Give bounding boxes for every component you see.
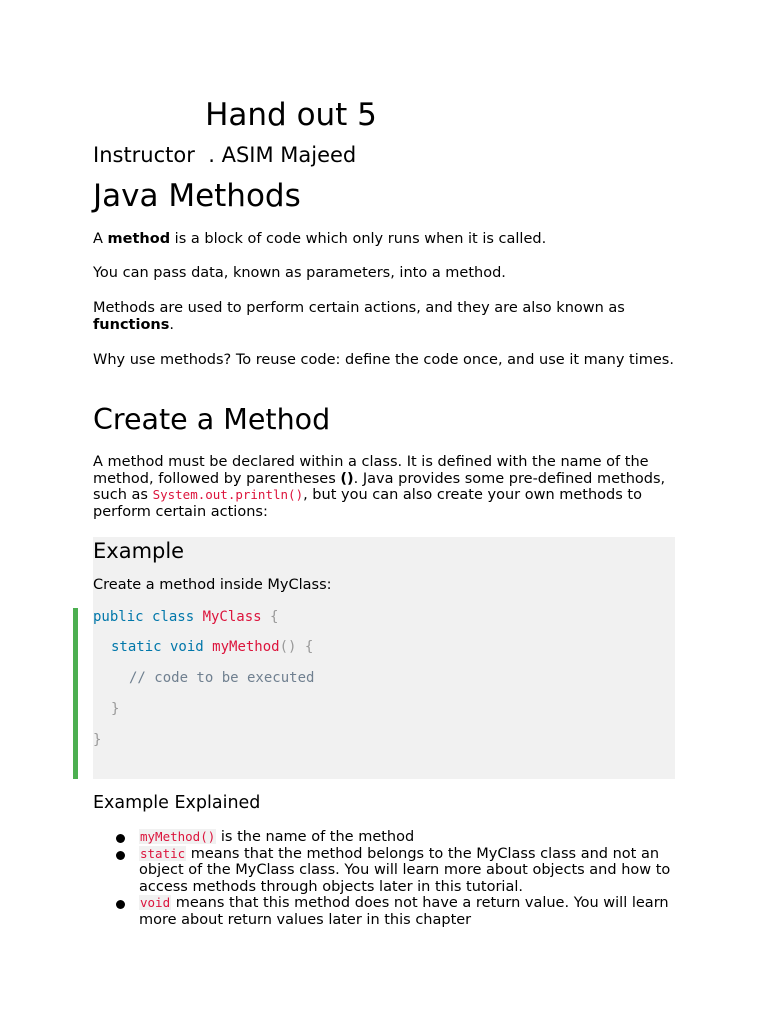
example-intro: Create a method inside MyClass:	[93, 577, 332, 593]
code-line-1	[93, 608, 278, 626]
text: . Java provides some pre-defined methods, such as	[93, 470, 666, 503]
text: is a block of code which only runs when it is called.	[170, 231, 547, 247]
list-item	[93, 846, 675, 896]
text: , but you can also create your own methods to perform certain actions:	[93, 487, 642, 520]
bullet-icon	[116, 900, 125, 909]
inline-code: void	[140, 895, 171, 910]
heading-java-methods: Java Methods	[93, 178, 301, 214]
code-punct: () {	[279, 639, 314, 655]
code-close-class: }	[93, 732, 102, 748]
paragraph-create-method	[93, 454, 675, 520]
code-keyword: static void	[111, 639, 213, 655]
text: A method must be declared within a class. It is defined with the name of the method, followed by parentheses	[93, 454, 649, 487]
text: .	[169, 316, 174, 333]
code-class-name: MyClass	[202, 609, 262, 625]
paragraph-functions	[93, 300, 675, 333]
code-close-method: }	[111, 701, 120, 717]
bold-parentheses: ()	[340, 470, 354, 487]
code-method-name: myMethod	[212, 639, 280, 655]
list-item-text: is the name of the method	[216, 829, 415, 845]
text: Methods are used to perform certain actions, and they are also known as	[93, 300, 625, 316]
inline-code: static	[140, 845, 186, 861]
bold-method: method	[107, 231, 171, 247]
list-item-text: means that the method belongs to the MyClass class and not an object of the MyClass class. You will learn more about objects and how to access methods through objects later in this tutorial.	[139, 845, 671, 895]
inline-code: myMethod()	[140, 829, 216, 844]
paragraph-why-methods: Why use methods? To reuse code: define the code once, and use it many times.	[93, 352, 674, 368]
code-line-2	[111, 638, 313, 656]
example-box	[93, 537, 675, 779]
list-item	[93, 895, 675, 928]
text: A	[93, 231, 108, 247]
page-title: Hand out 5	[205, 97, 377, 133]
list-item-text: means that this method does not have a return value. You will learn more about return values later in this chapter	[139, 895, 669, 928]
explanation-list	[93, 829, 675, 928]
paragraph-method-definition	[93, 231, 675, 248]
paragraph-parameters: You can pass data, known as parameters, into a method.	[93, 265, 506, 281]
code-keyword: public class	[93, 609, 203, 625]
code-comment: // code to be executed	[129, 670, 315, 686]
heading-create-method: Create a Method	[93, 403, 331, 436]
code-punct: {	[261, 609, 279, 625]
instructor-line: Instructor . ASIM Majeed	[93, 143, 357, 167]
bold-functions: functions	[93, 316, 170, 333]
list-item	[93, 829, 675, 846]
example-heading: Example	[93, 539, 185, 563]
bullet-icon	[116, 851, 125, 860]
code-accent-bar	[73, 608, 78, 779]
bullet-icon	[116, 834, 125, 843]
example-explained-heading: Example Explained	[93, 793, 261, 813]
inline-code-println: System.out.println()	[152, 487, 304, 502]
